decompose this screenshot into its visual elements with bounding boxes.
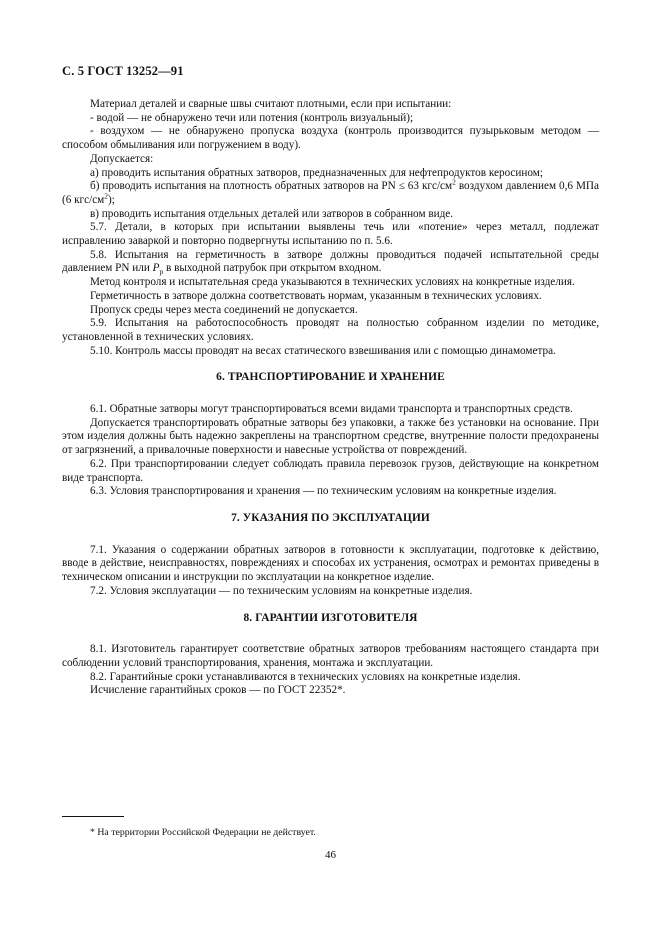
paragraph: 5.7. Детали, в которых при испытании выявлены течь или «потение» через металл, подлежат исправлению заваркой и повторно подвергнуты испытанию по п. 5.6. xyxy=(62,221,599,248)
paragraph: 8.1. Изготовитель гарантирует соответствие обратных затворов требованиям настоящего стандарта при соблюдении условий транспортирования, хранения, монтажа и эксплуатации. xyxy=(62,643,599,669)
paragraph: - воздухом — не обнаружено пропуска воздуха (контроль производится пузырьковым методом — способом обмыливания или погружением в воду). xyxy=(62,125,599,152)
subscript: р xyxy=(159,267,164,277)
pressure-symbol: P xyxy=(152,262,160,275)
paragraph: Герметичность в затворе должна соответствовать нормам, указанным в технических условиях. xyxy=(90,289,542,302)
superscript: 2 xyxy=(104,191,109,201)
paragraph: 6.3. Условия транспортирования и хранения — по техническим условиям на конкретные изделия. xyxy=(90,485,557,498)
paragraph: а) проводить испытания обратных затворов, предназначенных для нефтепродуктов керосином; xyxy=(90,166,543,179)
paragraph: Пропуск среды через места соединений не допускается. xyxy=(90,303,358,316)
paragraph: Допускается: xyxy=(90,152,154,165)
footnote: * На территории Российской Федерации не действует. xyxy=(90,827,316,838)
text-run: воздухом давлением 0,6 МПа (6 кгс/см xyxy=(62,180,599,206)
section-heading: 8. ГАРАНТИИ ИЗГОТОВИТЕЛЯ xyxy=(243,611,418,624)
text-run: 5.8. Испытания на герметичность в затворе должны проводиться подачей испытательной среды давлением PN или xyxy=(62,248,599,275)
paragraph: в) проводить испытания отдельных деталей или затворов в собранном виде. xyxy=(90,207,454,220)
paragraph: 5.10. Контроль массы проводят на весах статического взвешивания или с помощью динамометра. xyxy=(90,344,556,357)
paragraph-item-b xyxy=(62,177,599,207)
paragraph: Допускается транспортировать обратные затворы без упаковки, а также без установки на основание. При этом изделия должны быть надежно закреплены на транспортном средстве, внутренние полости предохранены от загрязнений, а привалочные поверхности и навесные устройства от повреждений. xyxy=(62,416,599,457)
superscript: 2 xyxy=(452,177,456,187)
text-run: в выходной патрубок при открытом входном. xyxy=(163,262,382,275)
paragraph: 7.2. Условия эксплуатации — по техническим условиям на конкретные изделия. xyxy=(90,584,473,597)
paragraph: 6.2. При транспортировании следует соблюдать правила перевозок грузов, действующие на конкретном виде транспорта. xyxy=(62,457,599,484)
paragraph: - водой — не обнаружено течи или потения (контроль визуальный); xyxy=(90,111,414,124)
paragraph: 6.1. Обратные затворы могут транспортироваться всеми видами транспорта и транспортных средств. xyxy=(90,403,573,416)
paragraph: 8.2. Гарантийные сроки устанавливаются в технических условиях на конкретные изделия. xyxy=(90,670,521,683)
paragraph-5-8 xyxy=(62,249,599,276)
page-number: 46 xyxy=(325,849,336,861)
paragraph: 7.1. Указания о содержании обратных затворов в готовности к эксплуатации, подготовке к действию, вводе в действие, неисправностях, повреждениях и способах их устранения, осмотрах и ремонтах приведены в техническом описании и инструкции по эксплуатации на конкретное изделие. xyxy=(62,543,599,584)
page-header: С. 5 ГОСТ 13252—91 xyxy=(62,64,184,78)
paragraph: 5.9. Испытания на работоспособность проводят на полностью собранном изделии по методике, установленной в технических условиях. xyxy=(62,317,599,343)
paragraph: Материал деталей и сварные швы считают плотными, если при испытании: xyxy=(90,98,452,110)
paragraph: Исчисление гарантийных сроков — по ГОСТ 22352*. xyxy=(90,684,346,697)
section-heading: 6. ТРАНСПОРТИРОВАНИЕ И ХРАНЕНИЕ xyxy=(216,371,445,384)
footnote-separator xyxy=(62,816,124,817)
section-heading: 7. УКАЗАНИЯ ПО ЭКСПЛУАТАЦИИ xyxy=(231,511,430,524)
text-run: б) проводить испытания на плотность обратных затворов на PN ≤ 63 кгс/см xyxy=(90,180,453,193)
paragraph: Метод контроля и испытательная среда указываются в технических условиях на конкретные изделия. xyxy=(90,276,575,289)
text-run: ); xyxy=(108,193,115,206)
page-body xyxy=(62,98,599,698)
